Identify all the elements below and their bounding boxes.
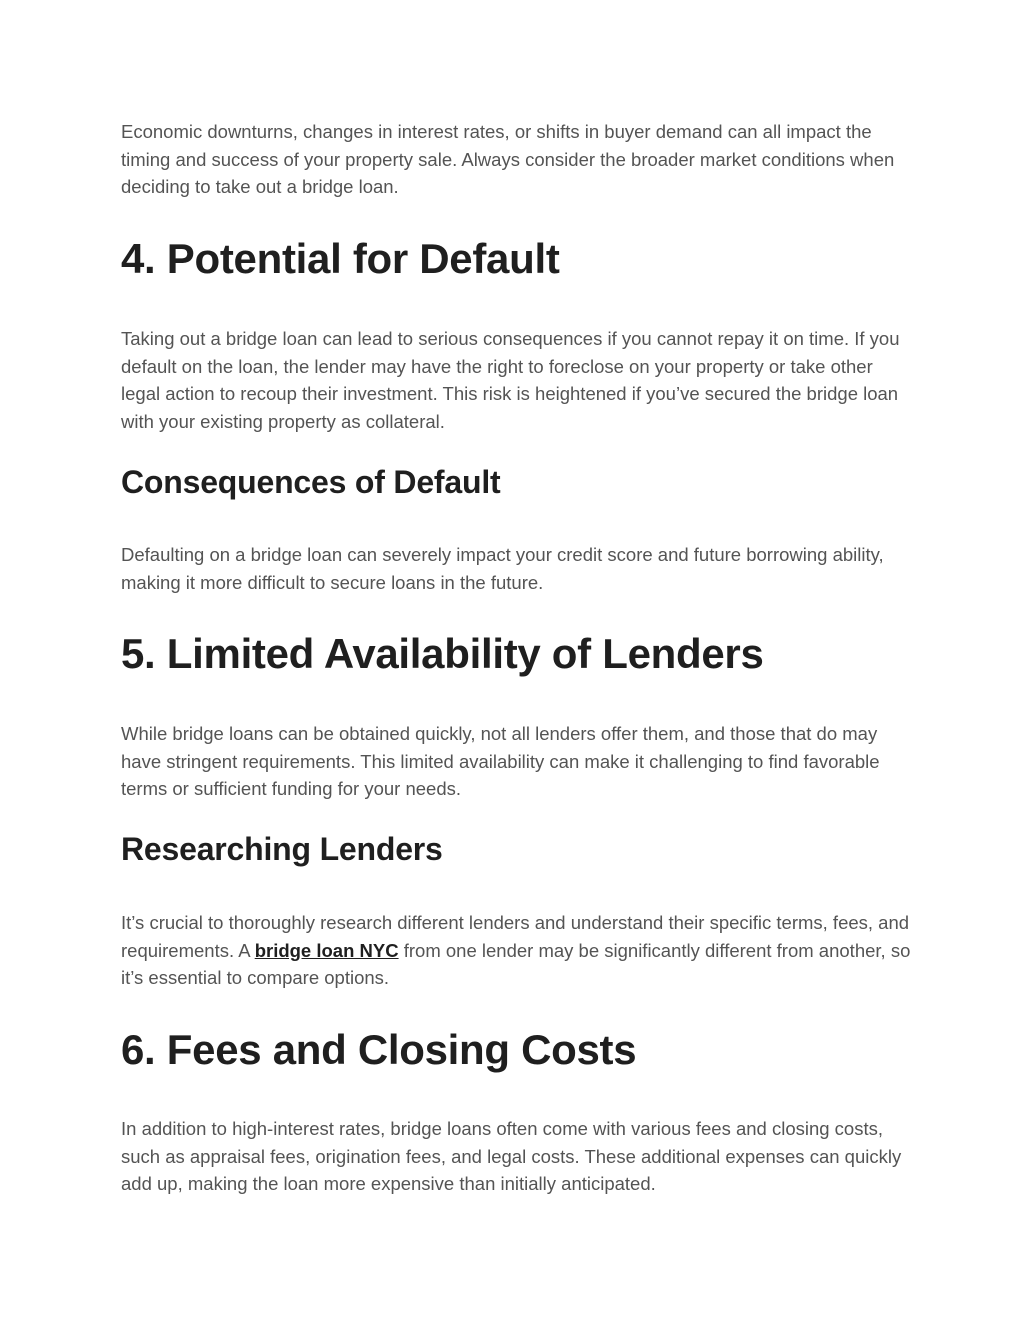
bridge-loan-nyc-link[interactable]: bridge loan NYC	[254, 939, 399, 961]
heading-fees-and-closing-costs: 6. Fees and Closing Costs	[121, 1026, 637, 1073]
heading-limited-availability: 5. Limited Availability of Lenders	[121, 630, 764, 677]
researching-paragraph	[121, 909, 911, 992]
lenders-paragraph: While bridge loans can be obtained quickly, not all lenders offer them, and those that do may have stringent requirements. This limited availability can make it challenging to find favorable terms or sufficient funding for your needs.	[121, 723, 880, 800]
heading-researching-lenders: Researching Lenders	[121, 831, 443, 867]
consequences-paragraph: Defaulting on a bridge loan can severely impact your credit score and future borrowing ability, making it more difficult to secure loans in the future.	[121, 544, 884, 593]
heading-consequences-of-default: Consequences of Default	[121, 464, 501, 500]
fees-paragraph: In addition to high-interest rates, bridge loans often come with various fees and closing costs, such as appraisal fees, origination fees, and legal costs. These additional expenses can quickly add up, making the loan more expensive than initially anticipated.	[121, 1118, 902, 1195]
default-paragraph: Taking out a bridge loan can lead to serious consequences if you cannot repay it on time. If you default on the loan, the lender may have the right to foreclose on your property or take other legal action to recoup their investment. This risk is heightened if you’ve secured the bridge loan with your existing property as collateral.	[121, 328, 900, 433]
researching-text-after: from one lender may be significantly different from another, so it’s essential to compare options.	[121, 939, 911, 989]
intro-paragraph: Economic downturns, changes in interest rates, or shifts in buyer demand can all impact the timing and success of your property sale. Always consider the broader market conditions when deciding to take out a bridge loan.	[121, 121, 895, 198]
heading-potential-for-default: 4. Potential for Default	[121, 235, 560, 282]
researching-text-before: It’s crucial to thoroughly research different lenders and understand their specific terms, fees, and requirements. A	[121, 912, 910, 961]
